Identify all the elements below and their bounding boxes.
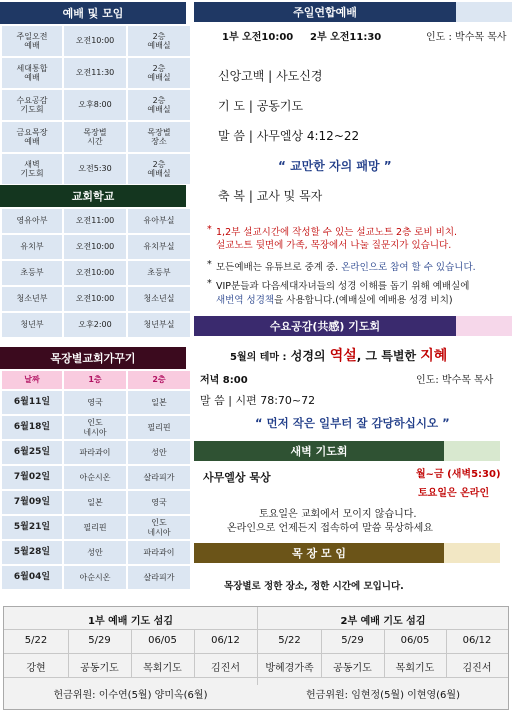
theme-part-a: 성경의 <box>290 349 326 363</box>
theme-part-d: 지혜 <box>420 348 448 364</box>
table-cell: 새벽 기도회 <box>2 154 62 184</box>
table-header-cell: 1층 <box>64 371 126 389</box>
worship-table <box>0 24 192 186</box>
table-cell: 오전11:00 <box>64 209 126 233</box>
table-row <box>2 90 190 120</box>
theme-prefix: 5월의 테마 : <box>230 352 287 363</box>
dawn-days: 월~금 (새벽5:30) <box>416 469 501 480</box>
prayer-label: 기 도 | <box>218 99 253 113</box>
word-label: 말 씀 | <box>218 129 253 143</box>
table-cell: 청년부실 <box>128 313 190 337</box>
duty-divider <box>4 653 508 654</box>
school-table <box>0 207 192 339</box>
notice-1-bullet: * <box>207 224 212 235</box>
table-row <box>2 26 190 56</box>
worship-section-title: 예배 및 모임 <box>0 2 186 24</box>
table-header-row <box>2 371 190 389</box>
duty-divider <box>194 629 195 677</box>
duty-divider <box>4 629 508 630</box>
duty-name: 공동기도 <box>333 663 372 674</box>
table-cell: 세대통합 예배 <box>2 58 62 88</box>
dawn-saturday: 토요일은 온라인 <box>418 488 490 499</box>
dawn-note-line-1: 토요일은 교회에서 모이지 않습니다. <box>259 509 417 520</box>
table-cell: 오전10:00 <box>64 287 126 311</box>
duty-divider <box>4 677 508 678</box>
table-cell: 오전10:00 <box>64 235 126 259</box>
table-cell: 청소년부 <box>2 287 62 311</box>
prayer-line <box>218 97 303 114</box>
table-row <box>2 491 190 514</box>
table-cell: 인도 네시아 <box>128 516 190 539</box>
notice-1-line-2: 설교노트 뒷면에 가족, 목장에서 나눌 질문지가 있습니다. <box>216 240 452 251</box>
duty1-title: 1부 예배 기도 섬김 <box>87 616 174 627</box>
duty-divider <box>321 629 322 677</box>
duty-name: 공동기도 <box>80 663 119 674</box>
table-row <box>2 287 190 311</box>
prayer-duty-panel <box>3 606 509 710</box>
table-row <box>2 441 190 464</box>
table-cell: 영국 <box>128 491 190 514</box>
sunday-title: 주일연합예배 <box>194 2 456 22</box>
table-cell: 오후8:00 <box>64 90 126 120</box>
dawn-topic: 사무엘상 묵상 <box>203 471 271 484</box>
table-cell: 2층 예배실 <box>128 26 190 56</box>
theme-part-c: , 그 특별한 <box>356 349 417 363</box>
duty-date: 5/22 <box>278 635 301 646</box>
notice-3-line-1: VIP분들과 다음세대자녀들의 성경 이해를 돕기 위해 예배실에 <box>216 281 470 292</box>
table-cell: 청년부 <box>2 313 62 337</box>
table-cell: 초등부 <box>128 261 190 285</box>
duty-date: 06/05 <box>148 635 177 646</box>
table-cell: 수요공감 기도회 <box>2 90 62 120</box>
wednesday-word-line <box>200 392 315 408</box>
table-row <box>2 122 190 152</box>
table-cell: 필리핀 <box>64 516 126 539</box>
dawn-title-bar <box>194 441 512 461</box>
table-row <box>2 516 190 539</box>
table-row <box>2 209 190 233</box>
blessing-line <box>218 187 322 204</box>
duty1-offering: 헌금위원: 이수연(5월) 양미옥(6월) <box>53 690 208 701</box>
duty-name: 방혜경가족 <box>265 663 314 674</box>
table-cell: 영국 <box>64 391 126 414</box>
duty2-title: 2부 예배 기도 섬김 <box>340 616 426 627</box>
table-cell: 오전5:30 <box>64 154 126 184</box>
duty-name: 김진서 <box>462 663 492 674</box>
notice-3-line-2 <box>216 292 453 306</box>
duty-divider <box>384 629 385 677</box>
blessing-label: 축 복 | <box>218 189 253 203</box>
duty-date: 06/12 <box>211 635 240 646</box>
duty-divider <box>68 629 69 677</box>
cellmeeting-title-bar <box>194 543 512 563</box>
table-cell: 6월25일 <box>2 441 62 464</box>
wednesday-sermon-title: “ 먼저 작은 일부터 잘 감당하십시오 ” <box>255 416 450 430</box>
prayer-value: 공동기도 <box>256 99 304 113</box>
table-cell: 아순시온 <box>64 566 126 589</box>
table-cell: 7월02일 <box>2 466 62 489</box>
table-cell: 일본 <box>128 391 190 414</box>
table-cell: 영유아부 <box>2 209 62 233</box>
table-row <box>2 466 190 489</box>
table-cell: 주일오전 예배 <box>2 26 62 56</box>
duty2-offering: 헌금위원: 임현정(5월) 이현영(6월) <box>306 690 460 701</box>
wednesday-leader: 인도: 박수목 목사 <box>416 375 494 386</box>
duty-date: 5/22 <box>24 635 48 646</box>
duty-name: 목회기도 <box>143 663 182 674</box>
table-cell: 아순시온 <box>64 466 126 489</box>
sunday-time-2: 2부 오전11:30 <box>310 32 382 43</box>
wednesday-title: 수요공감(共感) 기도회 <box>194 316 456 336</box>
notice-1-line-1: 1,2부 설교시간에 작성할 수 있는 설교노트 2층 로비 비치. <box>216 227 458 238</box>
dawn-note-line-2: 온라인으로 언제든지 접속하여 말씀 묵상하세요 <box>227 523 433 534</box>
table-cell: 7월09일 <box>2 491 62 514</box>
wednesday-word-label: 말 씀 | <box>200 394 232 407</box>
wednesday-title-bar <box>194 316 512 336</box>
notice-3-rest: 을 사용합니다.(예배실에 예배용 성경 비치) <box>274 295 453 306</box>
table-cell: 2층 예배실 <box>128 154 190 184</box>
creed-label: 신앙고백 | <box>218 69 273 83</box>
table-header-cell: 2층 <box>128 371 190 389</box>
sunday-leader: 인도 : 박수목 목사 <box>426 32 507 43</box>
table-cell: 6월18일 <box>2 416 62 439</box>
table-cell: 성안 <box>64 541 126 564</box>
table-cell: 2층 예배실 <box>128 90 190 120</box>
cell-table <box>0 369 192 591</box>
table-cell: 일본 <box>64 491 126 514</box>
word-value: 사무엘상 4:12~22 <box>256 129 360 143</box>
notice-2-text-b: 온라인으로 참여 할 수 있습니다. <box>341 262 476 273</box>
table-cell: 오후2:00 <box>64 313 126 337</box>
creed-value: 사도신경 <box>276 69 323 83</box>
notice-3-highlight: 새번역 성경책 <box>216 295 275 306</box>
creed-line <box>218 67 322 84</box>
table-cell: 청소년실 <box>128 287 190 311</box>
cellmeeting-title: 목 장 모 임 <box>194 543 444 563</box>
table-cell: 오전10:00 <box>64 261 126 285</box>
word-line <box>218 127 359 144</box>
title-bar-accent <box>444 441 500 461</box>
cell-section-title: 목장별교회가꾸기 <box>0 347 186 369</box>
table-cell: 유치부 <box>2 235 62 259</box>
table-cell: 목장별 시간 <box>64 122 126 152</box>
table-row <box>2 58 190 88</box>
table-cell: 오전10:00 <box>64 26 126 56</box>
duty-date: 06/12 <box>462 635 492 646</box>
sunday-sermon-title: “ 교만한 자의 패망 ” <box>278 159 392 173</box>
table-cell: 유치부실 <box>128 235 190 259</box>
table-header-cell: 날짜 <box>2 371 62 389</box>
theme-part-b: 역설 <box>329 348 357 364</box>
notice-2-text-a: 모든예배는 유튜브로 중계 중. <box>216 262 339 273</box>
table-row <box>2 391 190 414</box>
title-bar-accent <box>456 316 512 336</box>
title-bar-accent <box>444 543 500 563</box>
table-cell: 6월04일 <box>2 566 62 589</box>
table-cell: 2층 예배실 <box>128 58 190 88</box>
table-row <box>2 541 190 564</box>
duty-name: 강현 <box>26 663 46 674</box>
table-row <box>2 313 190 337</box>
table-cell: 유아부실 <box>128 209 190 233</box>
sunday-title-bar <box>194 2 512 22</box>
duty-date: 06/05 <box>400 635 430 646</box>
table-row <box>2 416 190 439</box>
table-cell: 파라과이 <box>128 541 190 564</box>
table-cell: 6월11일 <box>2 391 62 414</box>
table-cell: 필리핀 <box>128 416 190 439</box>
table-cell: 초등부 <box>2 261 62 285</box>
table-row <box>2 154 190 184</box>
table-cell: 인도 네시아 <box>64 416 126 439</box>
wednesday-time: 저녁 8:00 <box>200 375 248 386</box>
table-cell: 살라피가 <box>128 466 190 489</box>
duty-name: 김진서 <box>211 663 240 674</box>
school-section-title: 교회학교 <box>0 185 186 207</box>
duty-divider <box>131 629 132 677</box>
wednesday-theme <box>230 345 447 365</box>
duty-divider <box>446 629 447 677</box>
duty-date: 5/29 <box>341 635 364 646</box>
cellmeeting-text: 목장별로 정한 장소, 정한 시간에 모입니다. <box>224 581 404 592</box>
blessing-value: 교사 및 목자 <box>256 189 323 203</box>
notice-2-line <box>216 259 476 273</box>
table-cell: 목장별 장소 <box>128 122 190 152</box>
table-cell: 5월28일 <box>2 541 62 564</box>
table-cell: 성안 <box>128 441 190 464</box>
table-cell: 파라과이 <box>64 441 126 464</box>
wednesday-word-value: 시편 78:70~72 <box>235 394 316 407</box>
table-row <box>2 235 190 259</box>
sunday-time-1: 1부 오전10:00 <box>222 32 294 43</box>
table-cell: 금요목장 예배 <box>2 122 62 152</box>
table-cell: 5월21일 <box>2 516 62 539</box>
table-row <box>2 566 190 589</box>
table-cell: 살라피가 <box>128 566 190 589</box>
duty-name: 목회기도 <box>395 663 435 674</box>
dawn-title: 새벽 기도회 <box>194 441 444 461</box>
duty-date: 5/29 <box>88 635 111 646</box>
table-row <box>2 261 190 285</box>
notice-3-bullet: * <box>207 278 212 289</box>
notice-2-bullet: * <box>207 259 212 270</box>
table-cell: 오전11:30 <box>64 58 126 88</box>
title-bar-accent <box>456 2 512 22</box>
